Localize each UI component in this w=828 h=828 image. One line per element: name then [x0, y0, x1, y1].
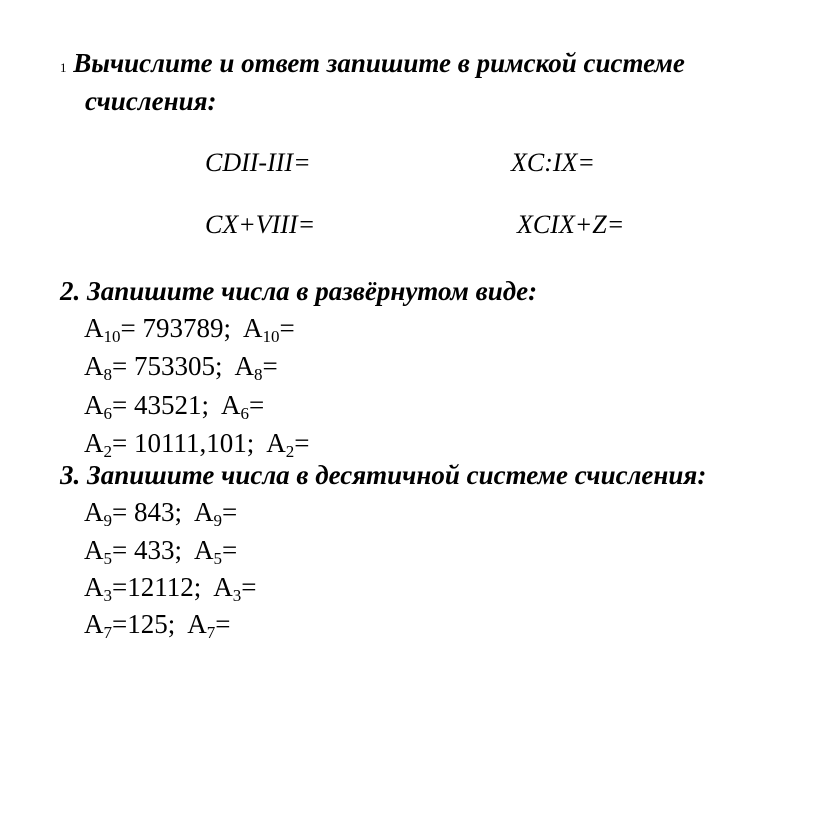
given-value: = 793789;	[120, 313, 231, 343]
task2-title: 2. Запишите числа в развёрнутом виде:	[60, 276, 538, 306]
answer-eq: =	[294, 428, 310, 458]
var-letter: A	[84, 535, 104, 565]
var-letter: A	[194, 535, 214, 565]
task1-expr-2: XC:IX=	[511, 148, 595, 177]
task1-title	[60, 48, 685, 79]
var-letter: A	[84, 428, 104, 458]
base-subscript: 8	[254, 365, 263, 384]
base-subscript: 3	[232, 586, 242, 605]
task3-item-2	[84, 535, 237, 566]
var-letter: A	[266, 428, 286, 458]
answer-eq: =	[241, 572, 257, 602]
task2-item-4	[84, 428, 309, 459]
var-letter: A	[84, 572, 104, 602]
task1-title-line1: Вычислите и ответ запишите в римской системе	[73, 48, 685, 78]
given-value: = 43521;	[112, 390, 209, 420]
task3-item-1	[84, 497, 237, 528]
given-value: = 10111,101;	[112, 428, 255, 458]
var-letter: A	[84, 609, 104, 639]
base-subscript: 2	[285, 442, 295, 461]
base-subscript: 9	[103, 511, 112, 530]
task1-expr-3: CX+VIII=	[205, 210, 316, 239]
base-subscript: 8	[103, 365, 112, 384]
var-letter: A	[84, 390, 104, 420]
base-subscript: 10	[262, 327, 280, 346]
task3-title: 3. Запишите числа в десятичной системе счисления:	[60, 460, 707, 490]
var-letter: A	[187, 609, 207, 639]
var-letter: A	[84, 313, 104, 343]
base-subscript: 10	[103, 327, 121, 346]
var-letter: A	[194, 497, 214, 527]
answer-eq: =	[279, 313, 295, 343]
base-subscript: 6	[240, 404, 249, 423]
var-letter: A	[243, 313, 263, 343]
answer-eq: =	[222, 535, 238, 565]
base-subscript: 3	[103, 586, 112, 605]
given-value: =12112;	[112, 572, 202, 602]
given-value: = 843;	[112, 497, 182, 527]
task1-expr-4: XCIX+Z=	[517, 210, 625, 239]
task3-item-3	[84, 572, 256, 603]
base-subscript: 5	[103, 549, 112, 568]
answer-eq: =	[249, 390, 265, 420]
var-letter: A	[221, 390, 241, 420]
task1-expr-1: CDII-III=	[205, 148, 311, 177]
base-subscript: 5	[213, 549, 222, 568]
base-subscript: 7	[103, 623, 112, 642]
var-letter: A	[84, 351, 104, 381]
base-subscript: 9	[213, 511, 222, 530]
task2-item-1	[84, 313, 295, 344]
base-subscript: 6	[103, 404, 112, 423]
task1-number: 1	[60, 60, 67, 75]
task2-item-3	[84, 390, 264, 421]
var-letter: A	[234, 351, 254, 381]
base-subscript: 2	[103, 442, 112, 461]
base-subscript: 7	[206, 623, 216, 642]
answer-eq: =	[215, 609, 231, 639]
answer-eq: =	[222, 497, 238, 527]
task3-item-4	[84, 609, 230, 640]
task1-title-line2: счисления:	[85, 86, 217, 116]
var-letter: A	[84, 497, 104, 527]
given-value: =125;	[112, 609, 176, 639]
given-value: = 433;	[112, 535, 182, 565]
task2-item-2	[84, 351, 278, 382]
answer-eq: =	[262, 351, 278, 381]
var-letter: A	[213, 572, 233, 602]
given-value: = 753305;	[112, 351, 223, 381]
